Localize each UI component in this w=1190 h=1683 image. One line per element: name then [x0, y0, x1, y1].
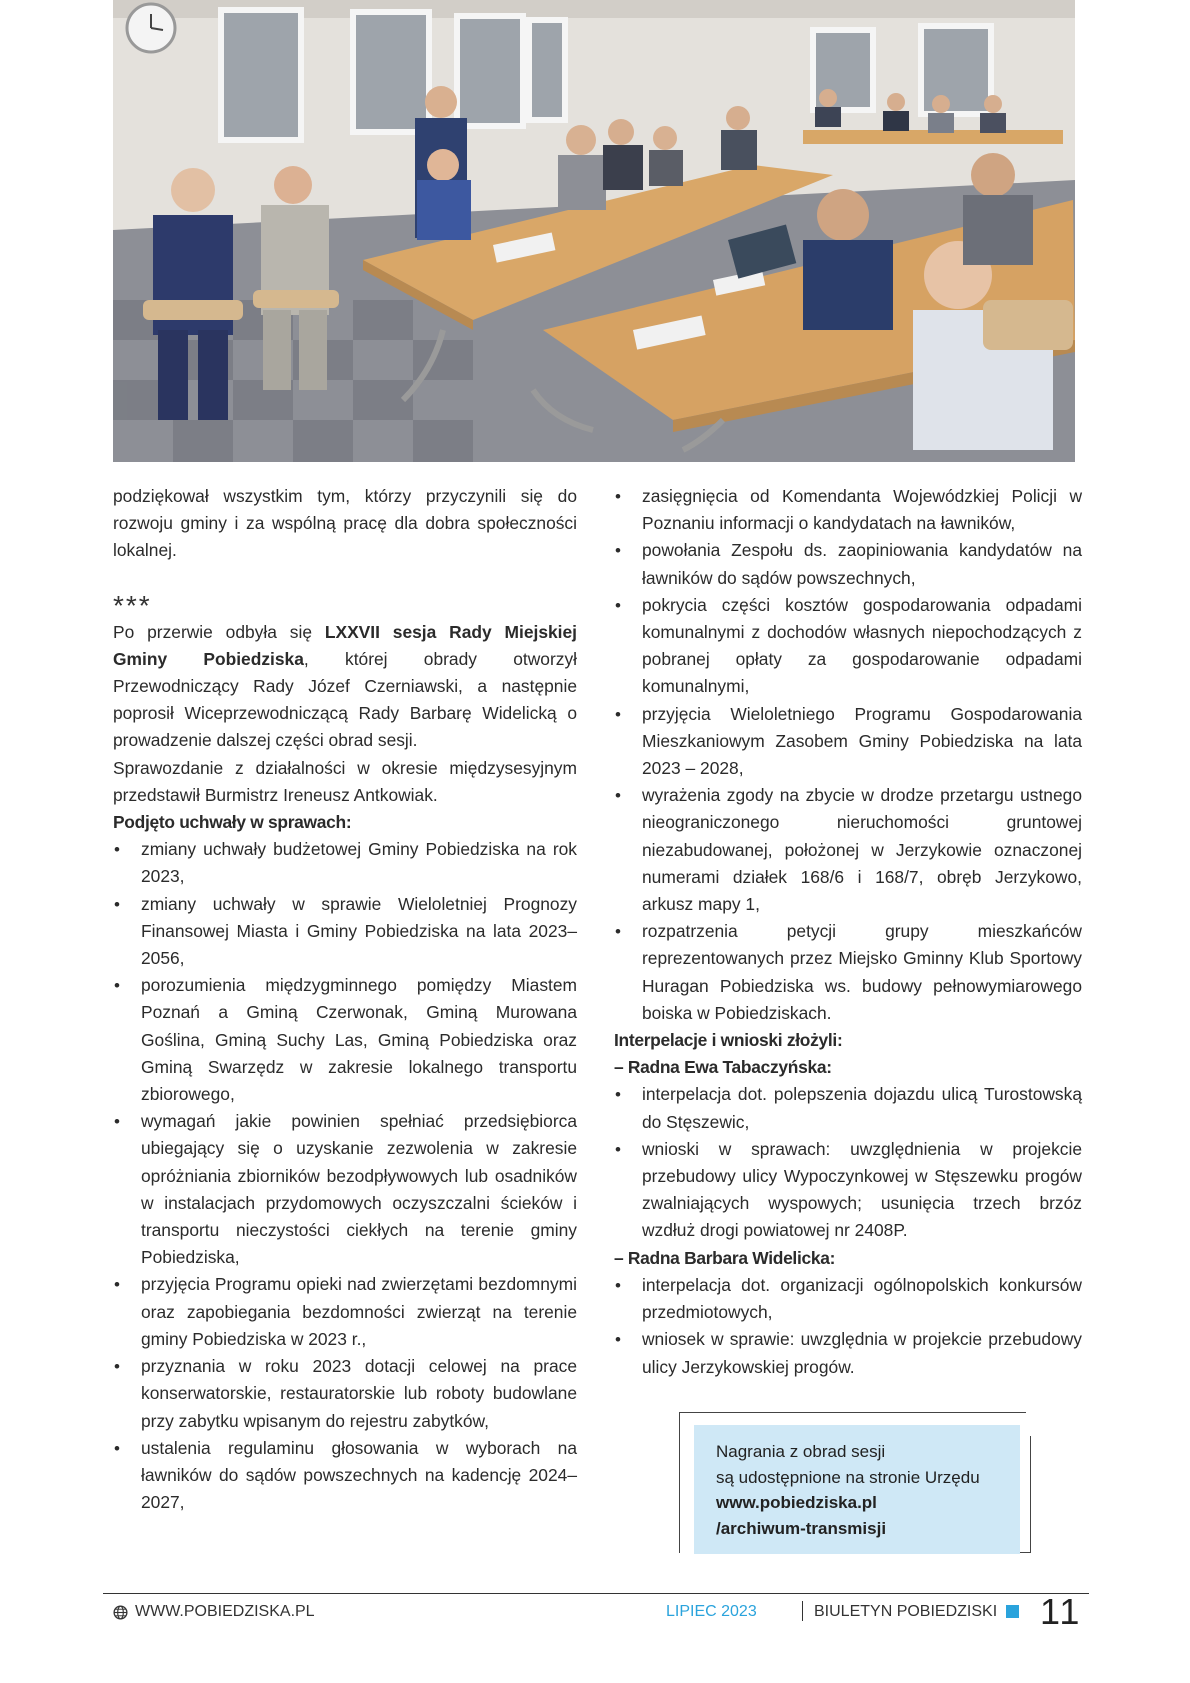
list-item: • przyjęcia Wieloletniego Programu Gospodarowania Mieszkaniowym Zasobem Gminy Pobiedziska na lata 2023 – 2028,: [614, 701, 1082, 783]
footer-publication: BIULETYN POBIEDZISKI: [814, 1603, 998, 1620]
list-item: • porozumienia międzygminnego pomiędzy Miastem Poznań a Gminą Czerwonak, Gminą Murowana Goślina, Gminą Suchy Las, Gminą Pobiedziska oraz Gminą Swarzędz w zakresie lokalnego transportu zbiorowego,: [113, 972, 577, 1108]
resolutions-heading: Podjęto uchwały w sprawach:: [113, 812, 352, 833]
archive-link[interactable]: /archiwum-transmisji: [716, 1518, 887, 1538]
list-item: • wyrażenia zgody na zbycie w drodze przetargu ustnego nieograniczonego nieruchomości gruntowej niezabudowanej, położonej w Jerzykowie oznaczonej numerami działek 168/6 i 168/7, obręb Jerzykowo, arkusz mapy 1,: [614, 782, 1082, 918]
resolutions-list: [113, 836, 577, 1516]
list-item: • interpelacja dot. organizacji ogólnopolskich konkursów przedmiotowych,: [614, 1272, 1082, 1326]
website-link[interactable]: www.pobiedziska.pl: [716, 1493, 877, 1512]
councillor-heading: – Radna Barbara Widelicka:: [614, 1247, 836, 1268]
section-separator: ***: [113, 589, 152, 621]
recordings-info-box: [694, 1425, 1020, 1554]
resolutions-list-continued: [614, 483, 1082, 1027]
list-item: • zasięgnięcia od Komendanta Wojewódzkiej Policji w Poznaniu informacji o kandydatach na ławników,: [614, 483, 1082, 537]
list-item: • ustalenia regulaminu głosowania w wyborach na ławników do sądów powszechnych na kadencję 2024–2027,: [113, 1435, 577, 1517]
intro-paragraph: podziękował wszystkim tym, którzy przyczynili się do rozwoju gminy i za wspólną pracę dla dobra społeczności lokalnej.: [113, 486, 577, 561]
session-photo: [113, 0, 1075, 462]
session-name: LXXVII sesja Rady Miejskiej Gminy Pobiedziska: [113, 621, 578, 669]
right-column: [614, 483, 1082, 1381]
council-session-illustration: [113, 0, 1075, 462]
list-item: • wnioski w sprawach: uwzględnienia w projekcie przebudowy ulicy Wypoczynkowej w Stęszewku progów zwalniających wyspowych; usunięcia trzech brzóz wzdłuż drogi powiatowej nr 2408P.: [614, 1136, 1082, 1245]
left-column: [113, 483, 577, 1516]
info-line: Nagrania z obrad sesji: [716, 1442, 886, 1461]
list-item: • przyznania w roku 2023 dotacji celowej na prace konserwatorskie, restauratorskie lub roboty budowlane przy zabytku wpisanym do rejestru zabytków,: [113, 1353, 577, 1435]
accent-square: [1006, 1605, 1019, 1618]
list-item: • rozpatrzenia petycji grupy mieszkańców reprezentowanych przez Miejsko Gminny Klub Sportowy Huragan Pobiedziska ws. budowy pełnowymiarowego boiska w Pobiedziskach.: [614, 918, 1082, 1027]
session-paragraph: [113, 619, 577, 755]
spacer: [113, 565, 577, 592]
list-item: • wymagań jakie powinien spełniać przedsiębiorca ubiegający się o uzyskanie zezwolenia w zakresie opróżniania zbiorników bezodpływowych lub osadników w instalacjach przydomowych oczyszczalni ścieków i transportu nieczystości ciekłych na terenie gminy Pobiedziska,: [113, 1108, 577, 1271]
list-item: • pokrycia części kosztów gospodarowania odpadami komunalnymi z dochodów własnych niepochodzących z pobranej opłaty za gospodarowanie odpadami komunalnymi,: [614, 592, 1082, 701]
list-item: • wniosek w sprawie: uwzględnia w projekcie przebudowy ulicy Jerzykowskiej progów.: [614, 1326, 1082, 1380]
list-item: • interpelacja dot. polepszenia dojazdu ulicą Turostowską do Stęszewic,: [614, 1081, 1082, 1135]
session-intro-text: Po przerwie odbyła się: [113, 621, 325, 642]
councillor-2-list: [614, 1272, 1082, 1381]
footer-website-text: WWW.POBIEDZISKA.PL: [135, 1603, 315, 1620]
list-item: • zmiany uchwały budżetowej Gminy Pobiedziska na rok 2023,: [113, 836, 577, 890]
report-paragraph: Sprawozdanie z działalności w okresie międzysesyjnym przedstawił Burmistrz Ireneusz Antkowiak.: [113, 757, 577, 805]
page-number: 11: [1040, 1591, 1082, 1632]
councillor-1-list: [614, 1081, 1082, 1244]
footer-divider: [103, 1593, 1089, 1594]
footer-website[interactable]: [113, 1600, 315, 1624]
list-item: • zmiany uchwały w sprawie Wieloletniej Prognozy Finansowej Miasta i Gminy Pobiedziska na lata 2023–2056,: [113, 891, 577, 973]
footer-issue: LIPIEC 2023: [666, 1603, 757, 1620]
list-item: • przyjęcia Programu opieki nad zwierzętami bezdomnymi oraz zapobiegania bezdomności zwierząt na terenie gminy Pobiedziska w 2023 r.,: [113, 1271, 577, 1353]
list-item: • powołania Zespołu ds. zaopiniowania kandydatów na ławników do sądów powszechnych,: [614, 537, 1082, 591]
councillor-heading: – Radna Ewa Tabaczyńska:: [614, 1057, 832, 1078]
info-line: są udostępnione na stronie Urzędu: [716, 1467, 980, 1487]
footer-separator: [802, 1601, 803, 1621]
globe-icon: [113, 1605, 128, 1620]
session-description-text: , której obrady otworzył Przewodniczący Rady Józef Czerniawski, a następnie poprosił Wiceprzewodniczącą Rady Barbarę Widelicką o prowadzenie dalszej części obrad sesji.: [113, 648, 578, 751]
interpellations-heading: Interpelacje i wnioski złożyli:: [614, 1030, 843, 1051]
